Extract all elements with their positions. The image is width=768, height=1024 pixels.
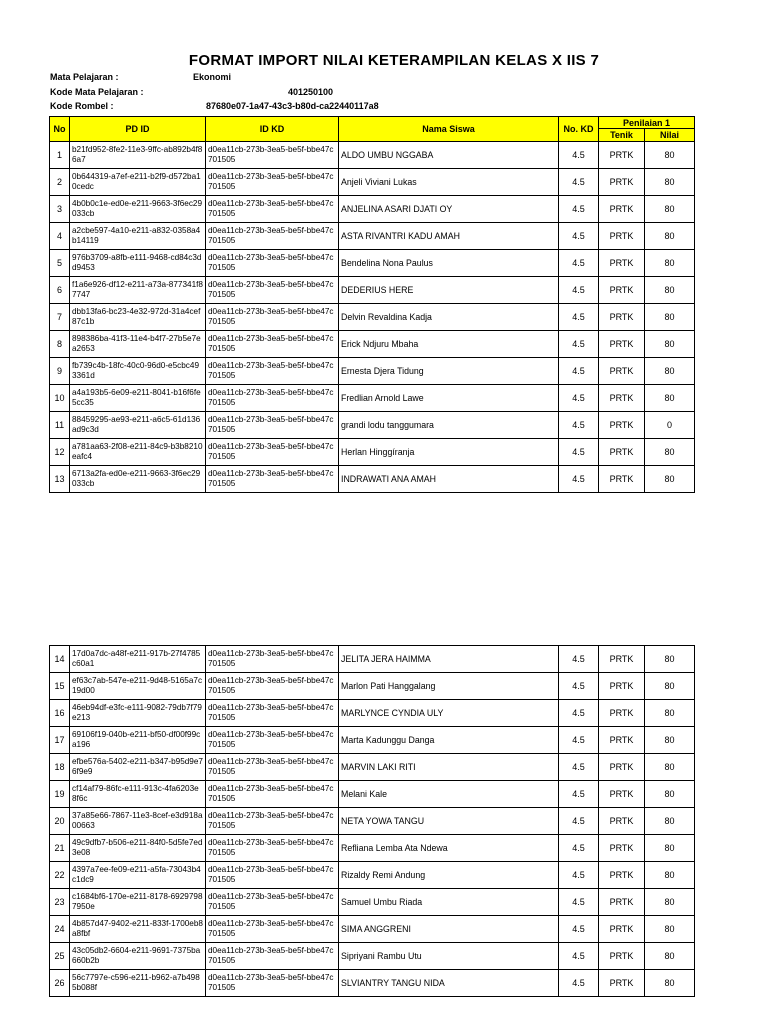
header-id-kd: ID KD: [206, 117, 339, 142]
pd-id-cell: a781aa63-2f08-e211-84c9-b3b8210eafc4: [70, 439, 206, 466]
nilai-cell: 80: [645, 142, 695, 169]
row-no-cell: 25: [50, 943, 70, 970]
no-kd-cell: 4.5: [559, 943, 599, 970]
row-no-cell: 17: [50, 727, 70, 754]
id-kd-cell: d0ea11cb-273b-3ea5-be5f-bbe47c701505: [206, 754, 339, 781]
nilai-cell: 80: [645, 439, 695, 466]
id-kd-cell: d0ea11cb-273b-3ea5-be5f-bbe47c701505: [206, 889, 339, 916]
table-row: [50, 223, 695, 250]
row-no-cell: 21: [50, 835, 70, 862]
teknik-cell: PRTK: [599, 835, 645, 862]
pd-id-cell: 43c05db2-6604-e211-9691-7375ba660b2b: [70, 943, 206, 970]
id-kd-cell: d0ea11cb-273b-3ea5-be5f-bbe47c701505: [206, 142, 339, 169]
nama-siswa-cell: Fredlian Arnold Lawe: [339, 385, 559, 412]
id-kd-cell: d0ea11cb-273b-3ea5-be5f-bbe47c701505: [206, 646, 339, 673]
nama-siswa-cell: Bendelina Nona Paulus: [339, 250, 559, 277]
teknik-cell: PRTK: [599, 646, 645, 673]
nilai-cell: 80: [645, 970, 695, 997]
pd-id-cell: cf14af79-86fc-e111-913c-4fa6203e8f6c: [70, 781, 206, 808]
id-kd-cell: d0ea11cb-273b-3ea5-be5f-bbe47c701505: [206, 943, 339, 970]
pd-id-cell: a4a193b5-6e09-e211-8041-b16f6fe5cc35: [70, 385, 206, 412]
no-kd-cell: 4.5: [559, 439, 599, 466]
pd-id-cell: 4397a7ee-fe09-e211-a5fa-73043b4c1dc9: [70, 862, 206, 889]
row-no-cell: 6: [50, 277, 70, 304]
id-kd-cell: d0ea11cb-273b-3ea5-be5f-bbe47c701505: [206, 196, 339, 223]
pd-id-cell: 898386ba-41f3-11e4-b4f7-27b5e7ea2653: [70, 331, 206, 358]
nama-siswa-cell: Rizaldy Remi Andung: [339, 862, 559, 889]
teknik-cell: PRTK: [599, 385, 645, 412]
no-kd-cell: 4.5: [559, 700, 599, 727]
pd-id-cell: f1a6e926-df12-e211-a73a-877341f87747: [70, 277, 206, 304]
nilai-cell: 0: [645, 412, 695, 439]
pd-id-cell: 4b0b0c1e-ed0e-e211-9663-3f6ec29033cb: [70, 196, 206, 223]
teknik-cell: PRTK: [599, 781, 645, 808]
nilai-cell: 80: [645, 916, 695, 943]
table-row: [50, 754, 695, 781]
nilai-cell: 80: [645, 673, 695, 700]
teknik-cell: PRTK: [599, 142, 645, 169]
mapel-label: Mata Pelajaran :: [50, 72, 119, 82]
nilai-cell: 80: [645, 169, 695, 196]
no-kd-cell: 4.5: [559, 916, 599, 943]
table-row: [50, 646, 695, 673]
id-kd-cell: d0ea11cb-273b-3ea5-be5f-bbe47c701505: [206, 673, 339, 700]
pd-id-cell: 37a85e66-7867-11e3-8cef-e3d918a00663: [70, 808, 206, 835]
teknik-cell: PRTK: [599, 970, 645, 997]
id-kd-cell: d0ea11cb-273b-3ea5-be5f-bbe47c701505: [206, 970, 339, 997]
nama-siswa-cell: Marlon Pati Hanggalang: [339, 673, 559, 700]
grades-table-2: [49, 645, 695, 997]
no-kd-cell: 4.5: [559, 250, 599, 277]
id-kd-cell: d0ea11cb-273b-3ea5-be5f-bbe47c701505: [206, 916, 339, 943]
nilai-cell: 80: [645, 943, 695, 970]
nama-siswa-cell: Ernesta Djera Tidung: [339, 358, 559, 385]
nilai-cell: 80: [645, 862, 695, 889]
nama-siswa-cell: Erick Ndjuru Mbaha: [339, 331, 559, 358]
table-row: [50, 970, 695, 997]
no-kd-cell: 4.5: [559, 304, 599, 331]
no-kd-cell: 4.5: [559, 970, 599, 997]
id-kd-cell: d0ea11cb-273b-3ea5-be5f-bbe47c701505: [206, 223, 339, 250]
kode-mapel-label: Kode Mata Pelajaran :: [50, 87, 144, 97]
row-no-cell: 20: [50, 808, 70, 835]
teknik-cell: PRTK: [599, 169, 645, 196]
no-kd-cell: 4.5: [559, 835, 599, 862]
table-row: [50, 781, 695, 808]
id-kd-cell: d0ea11cb-273b-3ea5-be5f-bbe47c701505: [206, 700, 339, 727]
nama-siswa-cell: ALDO UMBU NGGABA: [339, 142, 559, 169]
table-row: [50, 169, 695, 196]
nama-siswa-cell: INDRAWATI ANA AMAH: [339, 466, 559, 493]
teknik-cell: PRTK: [599, 439, 645, 466]
no-kd-cell: 4.5: [559, 673, 599, 700]
row-no-cell: 22: [50, 862, 70, 889]
nama-siswa-cell: MARVIN LAKI RITI: [339, 754, 559, 781]
id-kd-cell: d0ea11cb-273b-3ea5-be5f-bbe47c701505: [206, 439, 339, 466]
teknik-cell: PRTK: [599, 889, 645, 916]
row-no-cell: 15: [50, 673, 70, 700]
table-row: [50, 862, 695, 889]
teknik-cell: PRTK: [599, 808, 645, 835]
nilai-cell: 80: [645, 754, 695, 781]
row-no-cell: 10: [50, 385, 70, 412]
table-row: [50, 331, 695, 358]
no-kd-cell: 4.5: [559, 385, 599, 412]
id-kd-cell: d0ea11cb-273b-3ea5-be5f-bbe47c701505: [206, 781, 339, 808]
table-row: [50, 700, 695, 727]
pd-id-cell: 976b3709-a8fb-e111-9468-cd84c3dd9453: [70, 250, 206, 277]
id-kd-cell: d0ea11cb-273b-3ea5-be5f-bbe47c701505: [206, 250, 339, 277]
teknik-cell: PRTK: [599, 412, 645, 439]
id-kd-cell: d0ea11cb-273b-3ea5-be5f-bbe47c701505: [206, 331, 339, 358]
nilai-cell: 80: [645, 808, 695, 835]
teknik-cell: PRTK: [599, 943, 645, 970]
nilai-cell: 80: [645, 250, 695, 277]
row-no-cell: 23: [50, 889, 70, 916]
id-kd-cell: d0ea11cb-273b-3ea5-be5f-bbe47c701505: [206, 304, 339, 331]
no-kd-cell: 4.5: [559, 142, 599, 169]
id-kd-cell: d0ea11cb-273b-3ea5-be5f-bbe47c701505: [206, 385, 339, 412]
nama-siswa-cell: ANJELINA ASARI DJATI OY: [339, 196, 559, 223]
header-nama-siswa: Nama Siswa: [339, 117, 559, 142]
table-row: [50, 916, 695, 943]
pd-id-cell: 17d0a7dc-a48f-e211-917b-27f4785c60a1: [70, 646, 206, 673]
nama-siswa-cell: Herlan Hinggíranja: [339, 439, 559, 466]
id-kd-cell: d0ea11cb-273b-3ea5-be5f-bbe47c701505: [206, 412, 339, 439]
rombel-label: Kode Rombel :: [50, 101, 114, 111]
teknik-cell: PRTK: [599, 196, 645, 223]
nama-siswa-cell: grandi lodu tanggumara: [339, 412, 559, 439]
no-kd-cell: 4.5: [559, 223, 599, 250]
teknik-cell: PRTK: [599, 223, 645, 250]
nilai-cell: 80: [645, 196, 695, 223]
nama-siswa-cell: Samuel Umbu Riada: [339, 889, 559, 916]
nama-siswa-cell: SLVIANTRY TANGU NIDA: [339, 970, 559, 997]
row-no-cell: 18: [50, 754, 70, 781]
pd-id-cell: 69106f19-040b-e211-bf50-df00f99ca196: [70, 727, 206, 754]
pd-id-cell: 0b644319-a7ef-e211-b2f9-d572ba10cedc: [70, 169, 206, 196]
nilai-cell: 80: [645, 331, 695, 358]
no-kd-cell: 4.5: [559, 646, 599, 673]
table-row: [50, 358, 695, 385]
nilai-cell: 80: [645, 385, 695, 412]
grades-table-1: [49, 116, 695, 493]
nama-siswa-cell: Refliana Lemba Ata Ndewa: [339, 835, 559, 862]
no-kd-cell: 4.5: [559, 277, 599, 304]
page-title: FORMAT IMPORT NILAI KETERAMPILAN KELAS X IIS 7: [188, 52, 600, 69]
no-kd-cell: 4.5: [559, 169, 599, 196]
table-row: [50, 250, 695, 277]
nama-siswa-cell: Marta Kadunggu Danga: [339, 727, 559, 754]
id-kd-cell: d0ea11cb-273b-3ea5-be5f-bbe47c701505: [206, 466, 339, 493]
table-row: [50, 943, 695, 970]
no-kd-cell: 4.5: [559, 331, 599, 358]
nilai-cell: 80: [645, 646, 695, 673]
nama-siswa-cell: ASTA RIVANTRI KADU AMAH: [339, 223, 559, 250]
teknik-cell: PRTK: [599, 304, 645, 331]
pd-id-cell: dbb13fa6-bc23-4e32-972d-31a4cef87c1b: [70, 304, 206, 331]
header-no-kd: No. KD: [559, 117, 599, 142]
pd-id-cell: 88459295-ae93-e211-a6c5-61d136ad9c3d: [70, 412, 206, 439]
row-no-cell: 8: [50, 331, 70, 358]
row-no-cell: 11: [50, 412, 70, 439]
table-row: [50, 142, 695, 169]
nilai-cell: 80: [645, 781, 695, 808]
table-row: [50, 673, 695, 700]
table-row: [50, 808, 695, 835]
nama-siswa-cell: JELITA JERA HAIMMA: [339, 646, 559, 673]
teknik-cell: PRTK: [599, 331, 645, 358]
id-kd-cell: d0ea11cb-273b-3ea5-be5f-bbe47c701505: [206, 277, 339, 304]
nilai-cell: 80: [645, 466, 695, 493]
row-no-cell: 12: [50, 439, 70, 466]
teknik-cell: PRTK: [599, 277, 645, 304]
teknik-cell: PRTK: [599, 862, 645, 889]
nama-siswa-cell: Sipriyani Rambu Utu: [339, 943, 559, 970]
table-row: [50, 835, 695, 862]
no-kd-cell: 4.5: [559, 466, 599, 493]
pd-id-cell: a2cbe597-4a10-e211-a832-0358a4b14119: [70, 223, 206, 250]
table-row: [50, 439, 695, 466]
header-nilai: Nilai: [645, 129, 695, 142]
row-no-cell: 13: [50, 466, 70, 493]
row-no-cell: 24: [50, 916, 70, 943]
nama-siswa-cell: DEDERIUS HERE: [339, 277, 559, 304]
row-no-cell: 3: [50, 196, 70, 223]
nilai-cell: 80: [645, 727, 695, 754]
id-kd-cell: d0ea11cb-273b-3ea5-be5f-bbe47c701505: [206, 808, 339, 835]
nilai-cell: 80: [645, 277, 695, 304]
row-no-cell: 7: [50, 304, 70, 331]
no-kd-cell: 4.5: [559, 358, 599, 385]
header-pd-id: PD ID: [70, 117, 206, 142]
pd-id-cell: b21fd952-8fe2-11e3-9ffc-ab892b4f86a7: [70, 142, 206, 169]
nilai-cell: 80: [645, 304, 695, 331]
nama-siswa-cell: NETA YOWA TANGU: [339, 808, 559, 835]
no-kd-cell: 4.5: [559, 754, 599, 781]
id-kd-cell: d0ea11cb-273b-3ea5-be5f-bbe47c701505: [206, 862, 339, 889]
nilai-cell: 80: [645, 835, 695, 862]
table-row: [50, 304, 695, 331]
table-row: [50, 466, 695, 493]
row-no-cell: 14: [50, 646, 70, 673]
table-row: [50, 385, 695, 412]
id-kd-cell: d0ea11cb-273b-3ea5-be5f-bbe47c701505: [206, 358, 339, 385]
row-no-cell: 26: [50, 970, 70, 997]
table-row: [50, 196, 695, 223]
teknik-cell: PRTK: [599, 754, 645, 781]
no-kd-cell: 4.5: [559, 889, 599, 916]
rombel-value: 87680e07-1a47-43c3-b80d-ca22440117a8: [206, 101, 379, 111]
id-kd-cell: d0ea11cb-273b-3ea5-be5f-bbe47c701505: [206, 169, 339, 196]
pd-id-cell: 56c7797e-c596-e211-b962-a7b4985b088f: [70, 970, 206, 997]
nama-siswa-cell: Melani Kale: [339, 781, 559, 808]
table-row: [50, 277, 695, 304]
table-row: [50, 412, 695, 439]
no-kd-cell: 4.5: [559, 808, 599, 835]
nilai-cell: 80: [645, 223, 695, 250]
nilai-cell: 80: [645, 358, 695, 385]
no-kd-cell: 4.5: [559, 862, 599, 889]
teknik-cell: PRTK: [599, 916, 645, 943]
teknik-cell: PRTK: [599, 673, 645, 700]
teknik-cell: PRTK: [599, 358, 645, 385]
no-kd-cell: 4.5: [559, 196, 599, 223]
pd-id-cell: ef63c7ab-547e-e211-9d48-5165a7c19d00: [70, 673, 206, 700]
nama-siswa-cell: Delvin Revaldina Kadja: [339, 304, 559, 331]
header-teknik: Tenik: [599, 129, 645, 142]
table-row: [50, 727, 695, 754]
id-kd-cell: d0ea11cb-273b-3ea5-be5f-bbe47c701505: [206, 835, 339, 862]
nilai-cell: 80: [645, 700, 695, 727]
row-no-cell: 5: [50, 250, 70, 277]
row-no-cell: 16: [50, 700, 70, 727]
pd-id-cell: 46eb94df-e3fc-e111-9082-79db7f79e213: [70, 700, 206, 727]
no-kd-cell: 4.5: [559, 727, 599, 754]
teknik-cell: PRTK: [599, 700, 645, 727]
mapel-value: Ekonomi: [193, 72, 232, 82]
row-no-cell: 9: [50, 358, 70, 385]
pd-id-cell: fb739c4b-18fc-40c0-96d0-e5cbc493361d: [70, 358, 206, 385]
teknik-cell: PRTK: [599, 727, 645, 754]
table-row: [50, 889, 695, 916]
pd-id-cell: 6713a2fa-ed0e-e211-9663-3f6ec29033cb: [70, 466, 206, 493]
header-no: No: [50, 117, 70, 142]
row-no-cell: 2: [50, 169, 70, 196]
pd-id-cell: efbe576a-5402-e211-b347-b95d9e76f9e9: [70, 754, 206, 781]
no-kd-cell: 4.5: [559, 781, 599, 808]
row-no-cell: 4: [50, 223, 70, 250]
nama-siswa-cell: MARLYNCE CYNDIA ULY: [339, 700, 559, 727]
teknik-cell: PRTK: [599, 250, 645, 277]
header-penilaian: Penilaian 1: [599, 117, 695, 129]
nilai-cell: 80: [645, 889, 695, 916]
row-no-cell: 1: [50, 142, 70, 169]
nama-siswa-cell: Anjeli Viviani Lukas: [339, 169, 559, 196]
pd-id-cell: 49c9dfb7-b506-e211-84f0-5d5fe7ed3e08: [70, 835, 206, 862]
teknik-cell: PRTK: [599, 466, 645, 493]
nama-siswa-cell: SIMA ANGGRENI: [339, 916, 559, 943]
row-no-cell: 19: [50, 781, 70, 808]
id-kd-cell: d0ea11cb-273b-3ea5-be5f-bbe47c701505: [206, 727, 339, 754]
kode-mapel-value: 401250100: [288, 87, 334, 97]
pd-id-cell: 4b857d47-9402-e211-833f-1700eb8a8fbf: [70, 916, 206, 943]
no-kd-cell: 4.5: [559, 412, 599, 439]
pd-id-cell: c1684bf6-170e-e211-8178-69297987950e: [70, 889, 206, 916]
